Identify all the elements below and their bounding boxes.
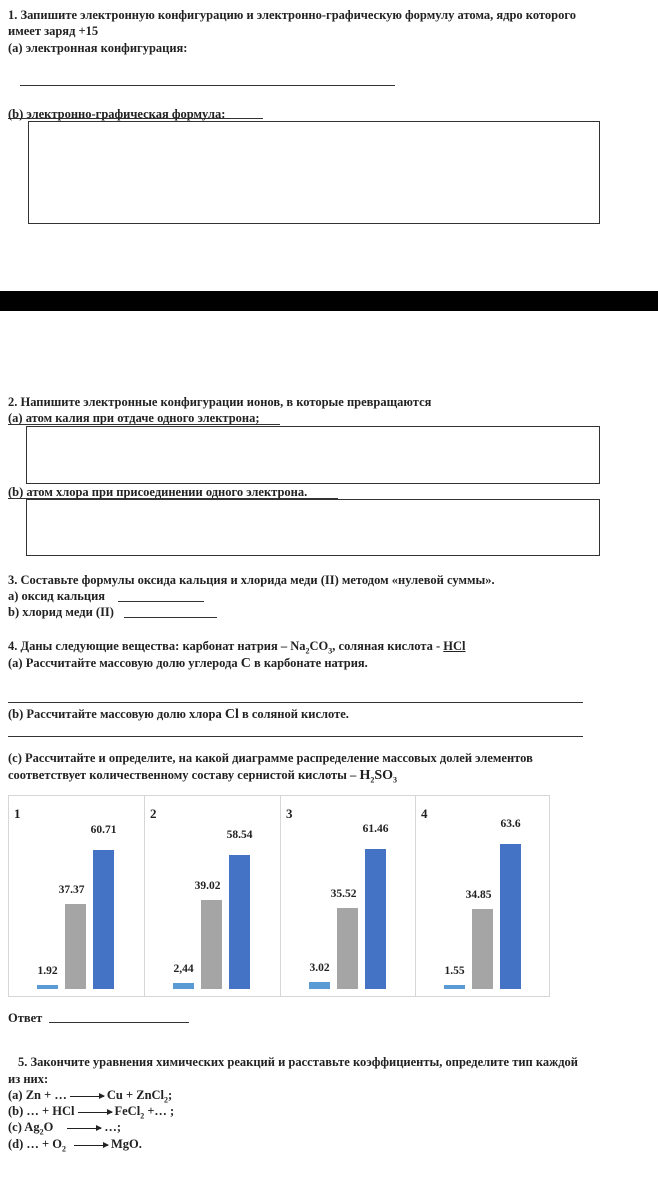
chart-1: [8, 795, 145, 997]
q3-part-a: а) оксид кальция: [8, 589, 106, 603]
chart-2: [144, 795, 281, 997]
q1-b-underline: [8, 118, 263, 119]
chart-bar: [65, 904, 86, 989]
chart-data-label: 35.52: [330, 887, 357, 900]
q2-b-answer-box[interactable]: [26, 499, 600, 556]
chart-data-label: 34.85: [465, 889, 492, 902]
q2-a-underline: [8, 424, 280, 425]
chart-bar: [309, 982, 330, 989]
answer-label: Ответ: [8, 1011, 43, 1025]
arrow-icon: [74, 1145, 108, 1146]
chart-bar: [93, 850, 114, 989]
chart-data-label: 60.71: [90, 824, 117, 837]
chart-bar: [444, 985, 465, 989]
chart-data-label: 2,44: [173, 963, 194, 976]
q5-title-cont: из них:: [8, 1072, 49, 1086]
chart-bar: [472, 909, 493, 989]
q3-part-b: b) хлорид меди (II): [8, 605, 114, 619]
chart-data-label: 1.92: [37, 964, 58, 977]
arrow-icon: [70, 1096, 104, 1097]
q3-b-answer-line[interactable]: [124, 617, 217, 618]
arrow-icon: [78, 1112, 112, 1113]
q2-a-answer-box[interactable]: [26, 426, 600, 484]
q1-title-cont: имеет заряд +15: [8, 24, 99, 38]
chart-number: 1: [14, 806, 21, 821]
q4-part-c: (c) Рассчитайте и определите, на какой диаграмме распределение массовых долей элементов: [8, 751, 533, 765]
chart-data-label: 63.6: [500, 817, 521, 830]
q5-eq-a: (a) Zn + … Cu + ZnCl$_2$;: [8, 1088, 173, 1105]
chart-4: [415, 795, 550, 997]
chart-data-label: 3.02: [309, 962, 330, 975]
q5-title: 5. Закончите уравнения химических реакций и расставьте коэффициенты, определите тип каждой: [18, 1055, 578, 1069]
q1-part-b: (b) электронно-графическая формула:: [8, 107, 226, 121]
chart-number: 4: [421, 806, 428, 821]
chart-data-label: 39.02: [194, 879, 221, 892]
chart-bar: [365, 849, 386, 989]
chart-number: 3: [286, 806, 293, 821]
chart-data-label: 58.54: [226, 829, 253, 842]
chart-bar: [201, 900, 222, 989]
chart-data-label: 1.55: [444, 965, 465, 977]
q1-a-answer-line[interactable]: [20, 85, 395, 86]
q1-title: 1. Запишите электронную конфигурацию и электронно-графическую формулу атома, ядро которого: [8, 8, 576, 22]
q4-part-b: (b) Рассчитайте массовую долю хлора Cl в соляной кислоте.: [8, 707, 349, 722]
q4-a-answer-line[interactable]: [8, 702, 583, 703]
q1-b-answer-box[interactable]: [28, 121, 600, 224]
q1-part-a: (a) электронная конфигурация:: [8, 41, 188, 55]
q4-b-answer-line[interactable]: [8, 736, 583, 737]
q2-part-a: (a) атом калия при отдаче одного электрона;: [8, 411, 260, 425]
chart-bar: [37, 985, 58, 989]
page-separator: [0, 291, 658, 311]
q2-title: 2. Напишите электронные конфигурации ионов, в которые превращаются: [8, 395, 432, 409]
chart-bar: [337, 908, 358, 989]
q3-a-answer-line[interactable]: [118, 601, 204, 602]
q4-title: 4. Даны следующие вещества: карбонат натрия – $Na_2CO_3$, соляная кислота - HCl: [8, 639, 466, 656]
chart-data-label: 37.37: [58, 883, 85, 896]
q4-part-a: (a) Рассчитайте массовую долю углерода C в карбонате натрия.: [8, 656, 368, 671]
q2-part-b: (b) атом хлора при присоединении одного электрона.: [8, 485, 308, 499]
chart-number: 2: [150, 806, 157, 821]
chart-3: [280, 795, 416, 997]
chart-bar: [500, 844, 521, 989]
q5-eq-c: (c) $Ag_2O$ …;: [8, 1120, 121, 1137]
answer-line[interactable]: [49, 1022, 189, 1023]
arrow-icon: [67, 1128, 101, 1129]
chart-data-label: 61.46: [362, 822, 389, 835]
q5-eq-d: (d) … + $O_2$ MgO.: [8, 1137, 142, 1154]
chart-bar: [173, 983, 194, 989]
q3-title: 3. Составьте формулы оксида кальция и хлорида меди (II) методом «нулевой суммы».: [8, 573, 495, 587]
q5-eq-b: (b) … + HCl FeCl$_2$ +… ;: [8, 1104, 175, 1121]
chart-bar: [229, 855, 250, 989]
q4-part-c-cont: соответствует количественному составу сернистой кислоты – $H_2SO_3$: [8, 768, 398, 785]
